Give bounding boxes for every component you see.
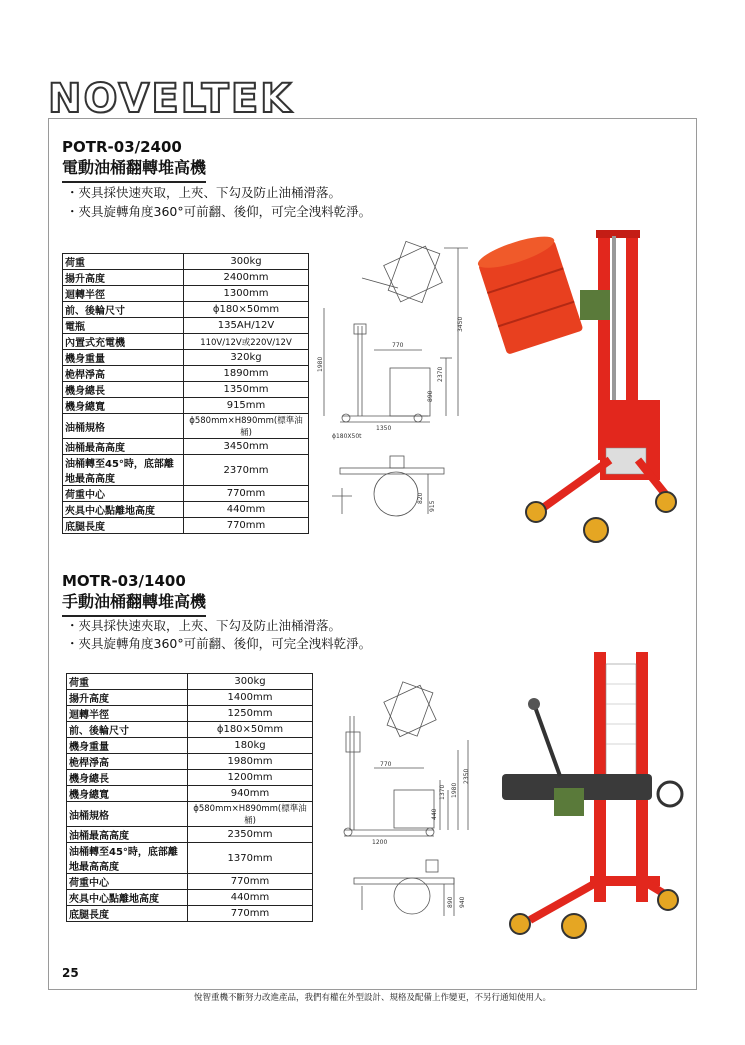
spec-label: 機身重量 [67, 738, 188, 754]
spec-value: 940mm [188, 786, 313, 802]
spec-row [63, 270, 309, 286]
spec-value: 300kg [188, 674, 313, 690]
product-1-dim-label: 770 [392, 342, 404, 349]
spec-label: 荷重中心 [67, 874, 188, 890]
spec-value: ϕ580mm×H890mm(標準油桶) [184, 414, 309, 439]
spec-label: 桅桿淨高 [63, 366, 184, 382]
product-2-dim-label: 2350 [463, 768, 470, 784]
spec-value: 1370mm [188, 843, 313, 874]
product-1-model: POTR-03/2400 [62, 138, 182, 156]
spec-row [67, 706, 313, 722]
spec-label: 油桶轉至45°時，底部離地最高高度 [63, 455, 184, 486]
product-1-dim-label: 1980 [317, 356, 324, 372]
spec-row [63, 455, 309, 486]
product-1-dim-label: 890 [427, 390, 434, 402]
spec-value: 770mm [184, 486, 309, 502]
product-1-dim-label: 2370 [437, 366, 444, 382]
spec-row [67, 722, 313, 738]
spec-label: 內置式充電機 [63, 334, 184, 350]
spec-label: 迴轉半徑 [67, 706, 188, 722]
spec-value: 1890mm [184, 366, 309, 382]
spec-row [67, 770, 313, 786]
spec-row [67, 890, 313, 906]
spec-value: ϕ180×50mm [184, 302, 309, 318]
spec-label: 油桶轉至45°時，底部離地最高高度 [67, 843, 188, 874]
spec-row [63, 382, 309, 398]
spec-row [67, 843, 313, 874]
product-1-title: 電動油桶翻轉堆高機 [62, 155, 206, 183]
spec-label: 夾具中心點離地高度 [67, 890, 188, 906]
spec-row [63, 286, 309, 302]
product-1-spec-table [62, 253, 309, 534]
product-2-dim-label: 440 [431, 808, 438, 820]
spec-row [63, 398, 309, 414]
spec-value: ϕ180×50mm [188, 722, 313, 738]
brand-logo: NOVELTEK [48, 76, 294, 122]
product-1-bullet-2: ・夾具旋轉角度360°可前翻、後仰，可完全洩料乾淨。 [66, 204, 372, 219]
spec-row [63, 414, 309, 439]
spec-label: 荷重中心 [63, 486, 184, 502]
spec-value: 1980mm [188, 754, 313, 770]
spec-label: 油桶規格 [63, 414, 184, 439]
spec-value: 2370mm [184, 455, 309, 486]
spec-label: 桅桿淨高 [67, 754, 188, 770]
spec-label: 油桶最高高度 [67, 827, 188, 843]
spec-row [67, 690, 313, 706]
spec-row [63, 318, 309, 334]
spec-label: 夾具中心點離地高度 [63, 502, 184, 518]
spec-row [67, 738, 313, 754]
spec-row [63, 350, 309, 366]
product-1-dim-label: 915 [429, 500, 436, 512]
spec-value: 1200mm [188, 770, 313, 786]
spec-label: 揚升高度 [63, 270, 184, 286]
spec-value: 135AH/12V [184, 318, 309, 334]
spec-value: 1250mm [188, 706, 313, 722]
spec-value: 3450mm [184, 439, 309, 455]
product-1-technical-drawing [318, 238, 478, 528]
spec-value: 770mm [184, 518, 309, 534]
spec-value: 1350mm [184, 382, 309, 398]
spec-value: 300kg [184, 254, 309, 270]
product-2-dim-label: 770 [380, 761, 392, 768]
spec-label: 機身重量 [63, 350, 184, 366]
spec-label: 電瓶 [63, 318, 184, 334]
spec-value: 440mm [188, 890, 313, 906]
product-2-dim-label: 1980 [451, 782, 458, 798]
spec-label: 荷重 [67, 674, 188, 690]
spec-row [63, 366, 309, 382]
spec-row [67, 786, 313, 802]
spec-label: 前、後輪尺寸 [63, 302, 184, 318]
spec-value: 770mm [188, 874, 313, 890]
footer-disclaimer: 悅智重機不斷努力改進產品，我們有權在外型設計、規格及配備上作變更，不另行通知使用人。 [193, 993, 551, 1003]
product-2-bullet-1: ・夾具採快速夾取，上夾、下勾及防止油桶滑落。 [66, 618, 342, 633]
product-2-bullet-2: ・夾具旋轉角度360°可前翻、後仰，可完全洩料乾淨。 [66, 636, 372, 651]
product-1-dim-label: 820 [417, 492, 424, 504]
product-2-dim-label: 1200 [372, 839, 388, 846]
spec-label: 揚升高度 [67, 690, 188, 706]
manual-drum-stacker-illustration [502, 652, 682, 938]
product-2-dim-label: 1370 [439, 784, 446, 800]
spec-row [63, 486, 309, 502]
spec-row [63, 502, 309, 518]
product-1-photo [480, 220, 690, 550]
spec-label: 荷重 [63, 254, 184, 270]
spec-label: 機身總寬 [63, 398, 184, 414]
product-1-bullet-1: ・夾具採快速夾取，上夾、下勾及防止油桶滑落。 [66, 185, 342, 200]
spec-value: 915mm [184, 398, 309, 414]
spec-row [67, 802, 313, 827]
product-1-dim-label: ϕ180X50t [332, 433, 362, 440]
spec-label: 迴轉半徑 [63, 286, 184, 302]
product-2-dim-label: 940 [459, 896, 466, 908]
product-2-technical-drawing [334, 680, 484, 920]
spec-value: 770mm [188, 906, 313, 922]
spec-value: 320kg [184, 350, 309, 366]
spec-label: 底腿長度 [67, 906, 188, 922]
spec-row [63, 334, 309, 350]
spec-label: 底腿長度 [63, 518, 184, 534]
spec-value: 440mm [184, 502, 309, 518]
spec-row [63, 518, 309, 534]
spec-row [63, 439, 309, 455]
spec-row [63, 302, 309, 318]
spec-label: 油桶規格 [67, 802, 188, 827]
spec-row [67, 674, 313, 690]
spec-label: 機身總長 [67, 770, 188, 786]
product-1-dim-label: 3450 [457, 316, 464, 332]
spec-row [67, 754, 313, 770]
product-1-dim-label: 1350 [376, 425, 392, 432]
product-2-title: 手動油桶翻轉堆高機 [62, 589, 206, 617]
spec-value: 180kg [188, 738, 313, 754]
product-2-model: MOTR-03/1400 [62, 572, 186, 590]
spec-value: ϕ580mm×H890mm(標準油桶) [188, 802, 313, 827]
spec-value: 2400mm [184, 270, 309, 286]
spec-value: 110V/12V或220V/12V [184, 334, 309, 350]
spec-value: 2350mm [188, 827, 313, 843]
spec-label: 前、後輪尺寸 [67, 722, 188, 738]
product-2-photo [494, 644, 690, 944]
spec-value: 1400mm [188, 690, 313, 706]
spec-row [63, 254, 309, 270]
spec-row [67, 906, 313, 922]
product-2-spec-table [66, 673, 313, 922]
spec-label: 油桶最高高度 [63, 439, 184, 455]
spec-label: 機身總寬 [67, 786, 188, 802]
spec-row [67, 874, 313, 890]
electric-drum-stacker-illustration [475, 230, 676, 542]
page-number: 25 [62, 966, 79, 980]
spec-value: 1300mm [184, 286, 309, 302]
spec-label: 機身總長 [63, 382, 184, 398]
product-2-dim-label: 890 [447, 896, 454, 908]
spec-row [67, 827, 313, 843]
